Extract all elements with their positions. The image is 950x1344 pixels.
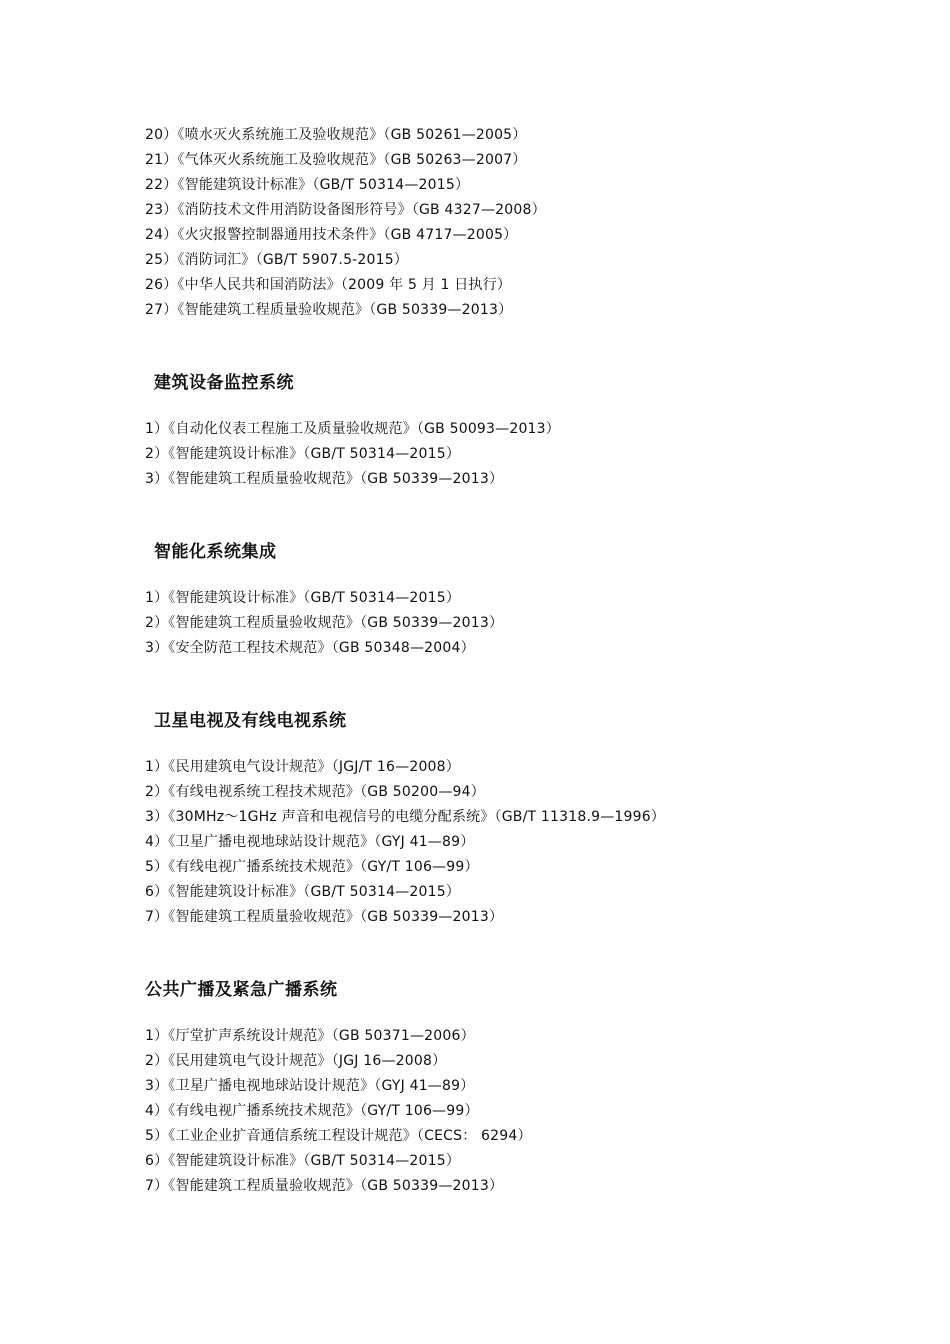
- list-item: 6）《智能建筑设计标准》（GB/T 50314—2015）: [145, 884, 461, 900]
- list-item: 23）《消防技术文件用消防设备图形符号》（GB 4327—2008）: [145, 202, 546, 218]
- list-item: 1）《智能建筑设计标准》（GB/T 50314—2015）: [145, 590, 461, 606]
- section-heading-satellite-cable-tv: 卫星电视及有线电视系统: [154, 711, 347, 731]
- list-item: 7）《智能建筑工程质量验收规范》（GB 50339—2013）: [145, 909, 504, 925]
- public-broadcast-list: [145, 1024, 532, 1199]
- fire-standards-list: [145, 123, 546, 323]
- section-heading-building-monitoring: 建筑设备监控系统: [154, 373, 294, 393]
- system-integration-list: [145, 586, 503, 661]
- satellite-cable-tv-list: [145, 755, 665, 930]
- list-item: 27）《智能建筑工程质量验收规范》（GB 50339—2013）: [145, 302, 513, 318]
- list-item: 2）《智能建筑工程质量验收规范》（GB 50339—2013）: [145, 615, 504, 631]
- list-item: 7）《智能建筑工程质量验收规范》（GB 50339—2013）: [145, 1178, 504, 1194]
- list-item: 21）《气体灭火系统施工及验收规范》（GB 50263—2007）: [145, 152, 527, 168]
- list-item: 3）《30MHz～1GHz 声音和电视信号的电缆分配系统》（GB/T 11318.9—1996）: [145, 809, 666, 825]
- list-item: 22）《智能建筑设计标准》（GB/T 50314—2015）: [145, 177, 470, 193]
- section-heading-system-integration: 智能化系统集成: [154, 542, 277, 562]
- list-item: 25）《消防词汇》（GB/T 5907.5-2015）: [145, 252, 409, 268]
- list-item: 1）《自动化仪表工程施工及质量验收规范》（GB 50093—2013）: [145, 421, 560, 437]
- list-item: 4）《有线电视广播系统技术规范》（GY/T 106—99）: [145, 1103, 479, 1119]
- list-item: 4）《卫星广播电视地球站设计规范》（GYJ 41—89）: [145, 834, 475, 850]
- list-item: 3）《安全防范工程技术规范》（GB 50348—2004）: [145, 640, 475, 656]
- section-heading-public-broadcast: 公共广播及紧急广播系统: [145, 980, 338, 1000]
- list-item: 3）《卫星广播电视地球站设计规范》（GYJ 41—89）: [145, 1078, 475, 1094]
- list-item: 3）《智能建筑工程质量验收规范》（GB 50339—2013）: [145, 471, 504, 487]
- list-item: 24）《火灾报警控制器通用技术条件》（GB 4717—2005）: [145, 227, 518, 243]
- list-item: 6）《智能建筑设计标准》（GB/T 50314—2015）: [145, 1153, 461, 1169]
- list-item: 26）《中华人民共和国消防法》（2009 年 5 月 1 日执行）: [145, 277, 512, 293]
- list-item: 2）《有线电视系统工程技术规范》（GB 50200—94）: [145, 784, 485, 800]
- list-item: 20）《喷水灭火系统施工及验收规范》（GB 50261—2005）: [145, 127, 527, 143]
- list-item: 5）《工业企业扩音通信系统工程设计规范》（CECS： 6294）: [145, 1128, 532, 1144]
- building-monitoring-list: [145, 417, 560, 492]
- list-item: 2）《民用建筑电气设计规范》（JGJ 16—2008）: [145, 1053, 447, 1069]
- list-item: 1）《厅堂扩声系统设计规范》（GB 50371—2006）: [145, 1028, 475, 1044]
- list-item: 1）《民用建筑电气设计规范》（JGJ/T 16—2008）: [145, 759, 460, 775]
- list-item: 2）《智能建筑设计标准》（GB/T 50314—2015）: [145, 446, 461, 462]
- list-item: 5）《有线电视广播系统技术规范》（GY/T 106—99）: [145, 859, 479, 875]
